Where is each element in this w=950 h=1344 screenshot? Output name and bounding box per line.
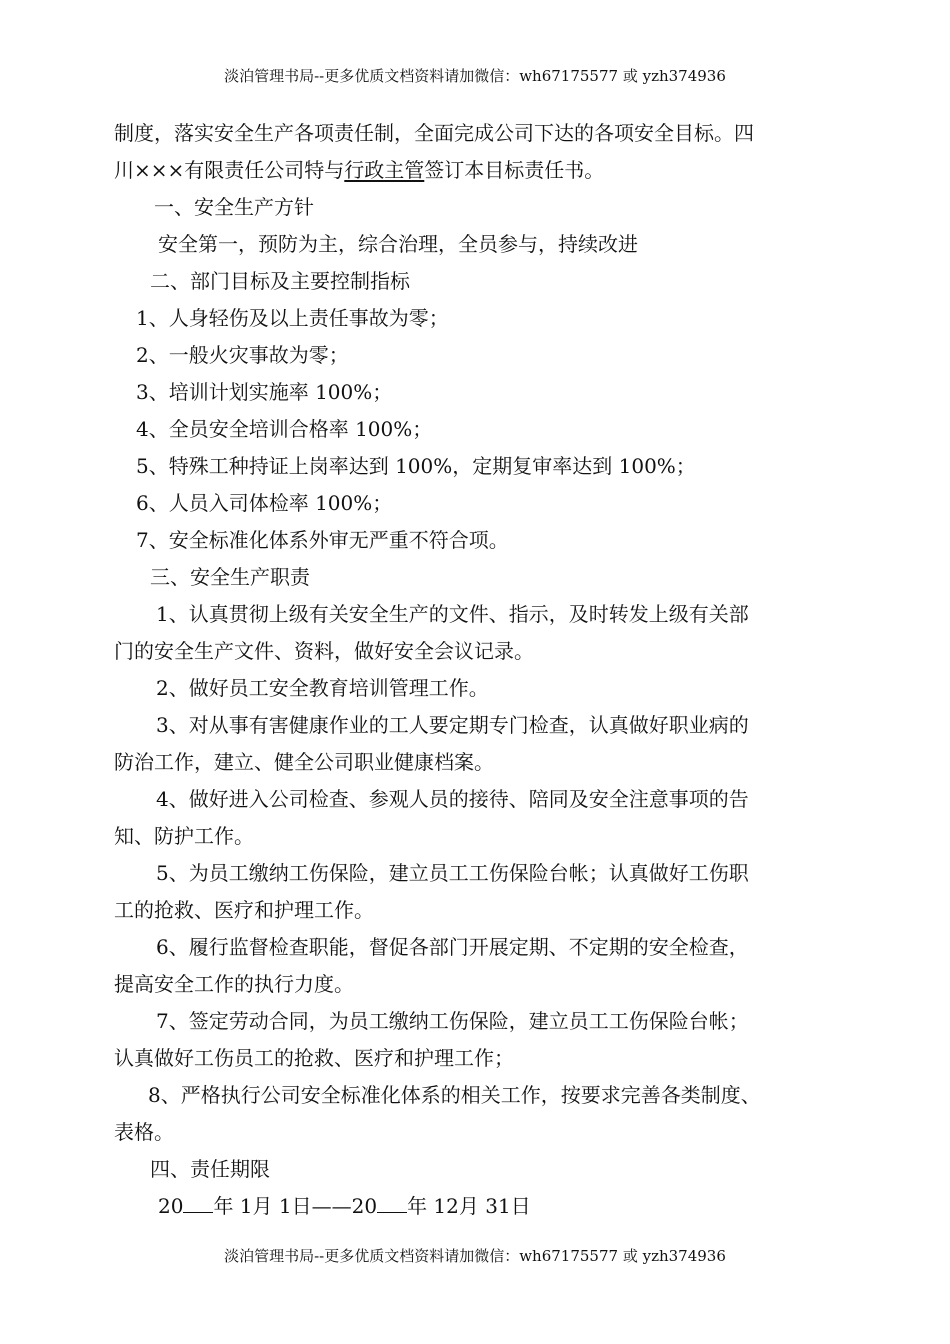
- document-body: [114, 115, 836, 1225]
- section-3-item-line-a: 1、认真贯彻上级有关安全生产的文件、指示，及时转发上级有关部: [156, 602, 749, 626]
- intro-line-2: [114, 152, 836, 189]
- year-blank: [183, 1212, 213, 1213]
- section-2-item: 4、全员安全培训合格率 100%；: [136, 417, 433, 441]
- section-3-item-line-b: 表格。: [114, 1120, 174, 1144]
- section-3-item-line-b: 工的抢救、医疗和护理工作。: [114, 898, 374, 922]
- intro-line-2-post: 签订本目标责任书。: [424, 158, 605, 182]
- section-2-item: 2、一般火灾事故为零；: [136, 343, 349, 367]
- section-3-item-line-b: 认真做好工伤员工的抢救、医疗和护理工作；: [114, 1046, 514, 1070]
- section-3-item-line-b: 门的安全生产文件、资料，做好安全会议记录。: [114, 639, 534, 663]
- responsibility-period: [114, 1188, 836, 1225]
- section-2-item: 3、培训计划实施率 100%；: [136, 380, 393, 404]
- section-3-item-line-a: 6、履行监督检查职能，督促各部门开展定期、不定期的安全检查，: [156, 935, 749, 959]
- period-start-prefix: 20: [158, 1194, 184, 1218]
- party-name-underlined: 行政主管: [344, 158, 425, 182]
- section-1-content: 安全第一，预防为主，综合治理，全员参与，持续改进: [158, 232, 638, 256]
- section-2-item: 6、人员入司体检率 100%；: [136, 491, 393, 515]
- section-3-item-line-b: 防治工作，建立、健全公司职业健康档案。: [114, 750, 494, 774]
- page-footer: 淡泊管理书局--更多优质文档资料请加微信：wh67175577 或 yzh374936: [224, 1247, 726, 1265]
- section-3-item-line-b: 知、防护工作。: [114, 824, 254, 848]
- section-4-heading: 四、责任期限: [150, 1157, 270, 1181]
- page-header: 淡泊管理书局--更多优质文档资料请加微信：wh67175577 或 yzh374936: [224, 67, 726, 85]
- section-3-item-line-a: 3、对从事有害健康作业的工人要定期专门检查，认真做好职业病的: [156, 713, 749, 737]
- intro-line-1: 制度，落实安全生产各项责任制，全面完成公司下达的各项安全目标。四: [114, 121, 754, 145]
- section-3-item-line-b: 提高安全工作的执行力度。: [114, 972, 354, 996]
- section-3-item-line-a: 4、做好进入公司检查、参观人员的接待、陪同及安全注意事项的告: [156, 787, 749, 811]
- section-1-heading: 一、安全生产方针: [154, 195, 314, 219]
- section-2-item: 7、安全标准化体系外审无严重不符合项。: [136, 528, 509, 552]
- section-2-heading: 二、部门目标及主要控制指标: [150, 269, 410, 293]
- section-3-item-line-a: 5、为员工缴纳工伤保险，建立员工工伤保险台帐；认真做好工伤职: [156, 861, 749, 885]
- intro-line-2-pre: 川×××有限责任公司特与: [114, 158, 345, 182]
- section-3-heading: 三、安全生产职责: [150, 565, 310, 589]
- period-start-suffix: 年 1月 1日——20: [213, 1194, 378, 1218]
- section-3-item-line-a: 2、做好员工安全教育培训管理工作。: [156, 676, 489, 700]
- period-end-suffix: 年 12月 31日: [407, 1194, 531, 1218]
- section-2-item: 1、人身轻伤及以上责任事故为零；: [136, 306, 449, 330]
- section-3-item-line-a: 7、签定劳动合同，为员工缴纳工伤保险，建立员工工伤保险台帐；: [156, 1009, 749, 1033]
- section-2-item: 5、特殊工种持证上岗率达到 100%，定期复审率达到 100%；: [136, 454, 696, 478]
- year-blank: [377, 1212, 407, 1213]
- section-3-item-line-a: 8、严格执行公司安全标准化体系的相关工作，按要求完善各类制度、: [148, 1083, 761, 1107]
